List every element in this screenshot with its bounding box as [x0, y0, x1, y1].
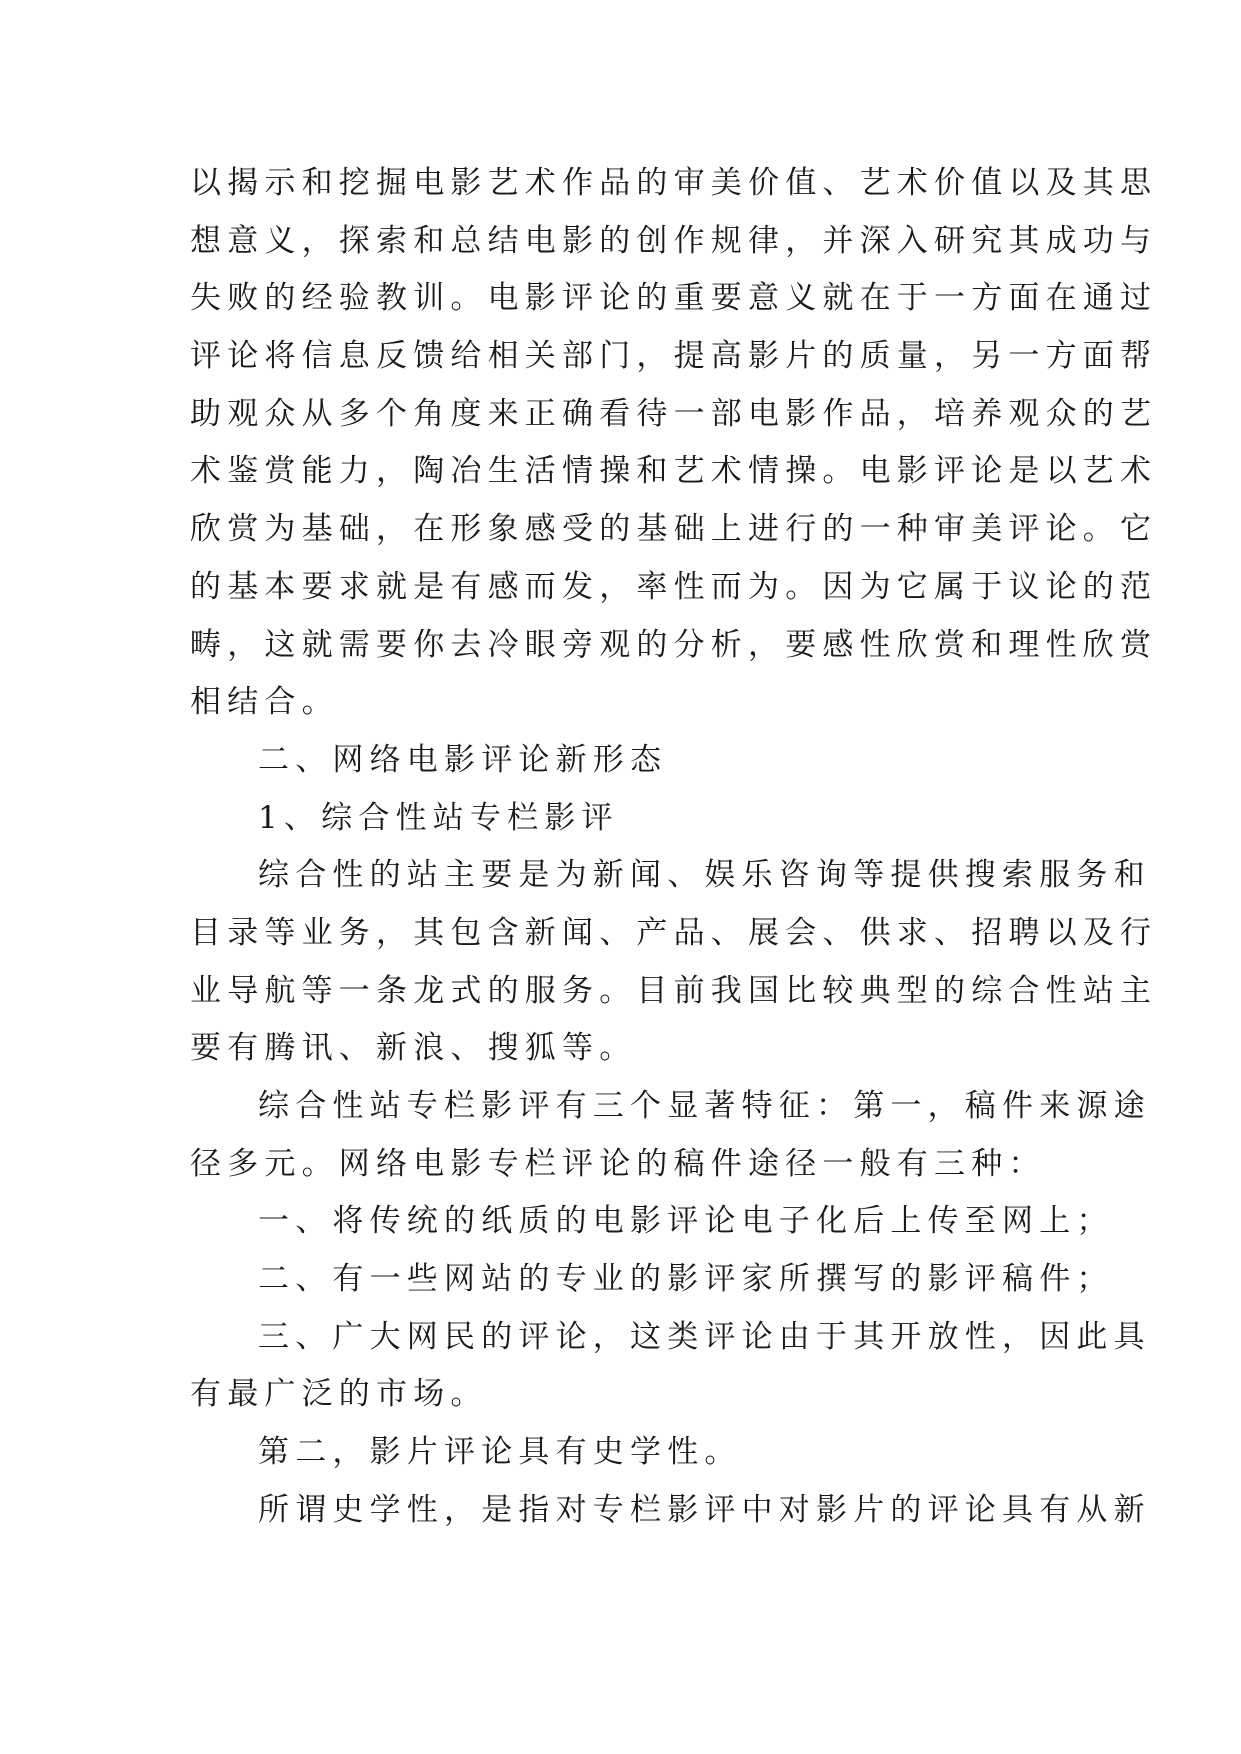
text-line: 1、综合性站专栏影评 [258, 799, 619, 836]
text-line: 相结合。 [190, 684, 339, 721]
text-line: 畴，这就需要你去冷眼旁观的分析，要感性欣赏和理性欣赏 [190, 626, 1158, 663]
text-line: 失败的经验教训。电影评论的重要意义就在于一方面在通过 [190, 280, 1158, 317]
text-line: 径多元。网络电影专栏评论的稿件途径一般有三种： [190, 1145, 1046, 1182]
text-line: 目录等业务，其包含新闻、产品、展会、供求、招聘以及行 [190, 914, 1158, 951]
text-line: 以揭示和挖掘电影艺术作品的审美价值、艺术价值以及其思 [190, 165, 1158, 201]
text-line: 一、将传统的纸质的电影评论电子化后上传至网上； [258, 1203, 1114, 1240]
text-line: 评论将信息反馈给相关部门，提高影片的质量，另一方面帮 [190, 338, 1158, 375]
text-line: 综合性站专栏影评有三个显著特征：第一，稿件来源途 [258, 1088, 1151, 1124]
text-line: 所谓史学性，是指对专栏影评中对影片的评论具有从新 [258, 1491, 1151, 1528]
text-line: 二、有一些网站的专业的影评家所撰写的影评稿件； [258, 1261, 1114, 1298]
text-line: 欣赏为基础，在形象感受的基础上进行的一种审美评论。它 [190, 511, 1158, 548]
text-line: 术鉴赏能力，陶冶生活情操和艺术情操。电影评论是以艺术 [190, 453, 1158, 490]
text-line: 三、广大网民的评论，这类评论由于其开放性，因此具 [258, 1318, 1151, 1355]
document-body [190, 155, 1158, 1540]
text-line: 有最广泛的市场。 [190, 1376, 488, 1413]
text-line: 想意义，探索和总结电影的创作规律，并深入研究其成功与 [190, 222, 1158, 259]
text-line: 第二，影片评论具有史学性。 [258, 1434, 742, 1471]
text-line: 业导航等一条龙式的服务。目前我国比较典型的综合性站主 [190, 972, 1158, 1009]
text-line: 二、网络电影评论新形态 [258, 741, 668, 778]
text-line: 的基本要求就是有感而发，率性而为。因为它属于议论的范 [190, 568, 1158, 605]
text-line: 要有腾讯、新浪、搜狐等。 [190, 1030, 637, 1067]
text-line: 助观众从多个角度来正确看待一部电影作品，培养观众的艺 [190, 395, 1158, 432]
text-line: 综合性的站主要是为新闻、娱乐咨询等提供搜索服务和 [258, 857, 1151, 894]
